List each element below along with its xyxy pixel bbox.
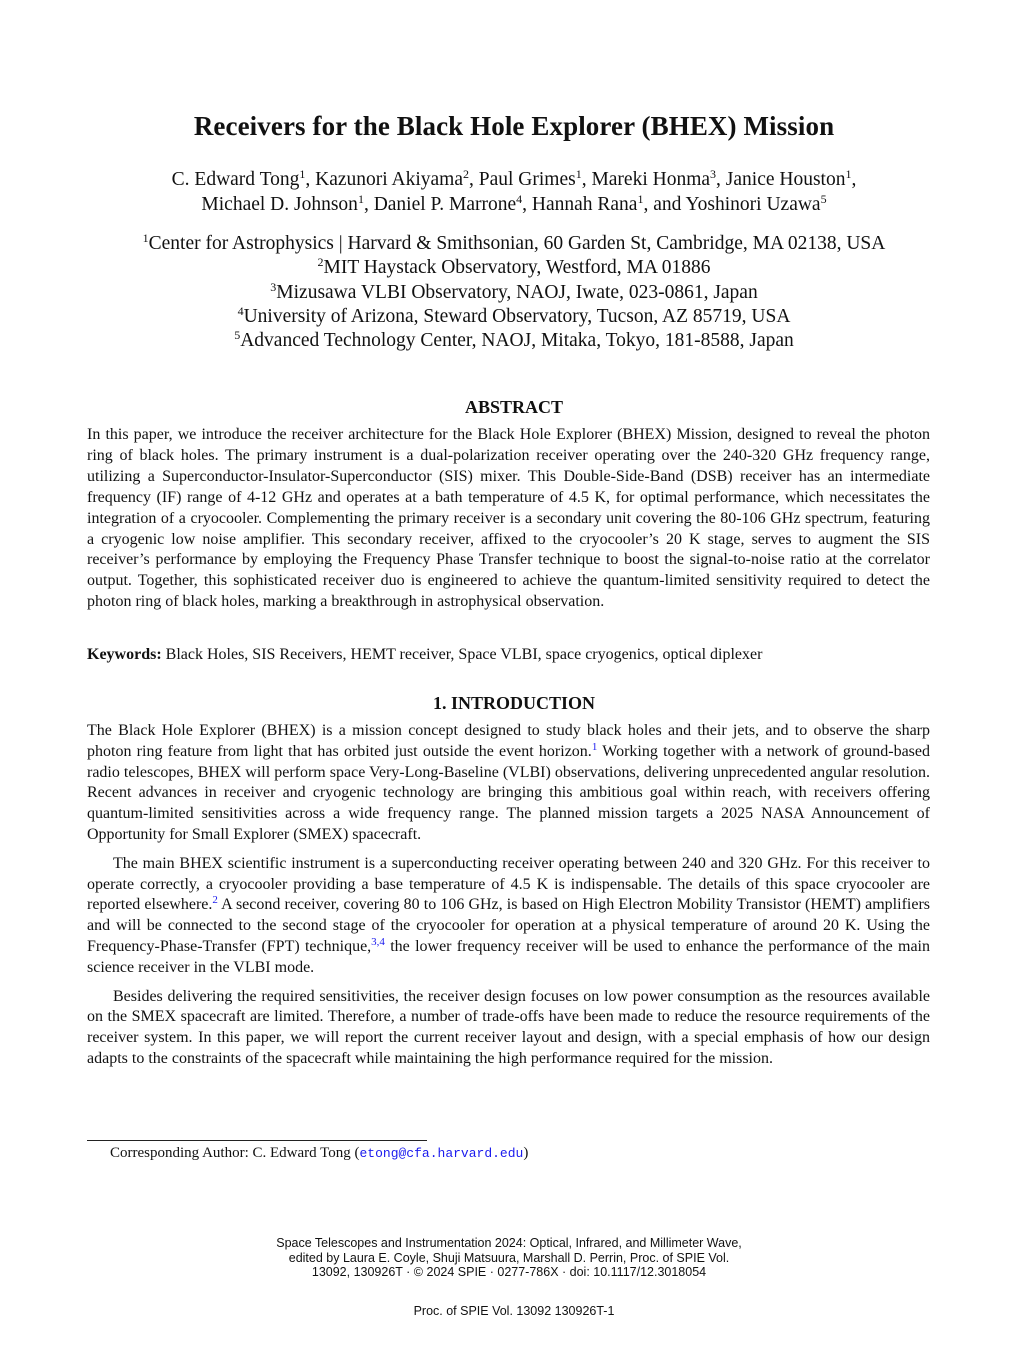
introduction-body	[87, 721, 930, 1078]
author: Paul Grimes$^1$,	[478, 167, 592, 190]
affiliation: $^3$Mizusawa VLBI Observatory, NAOJ, Iwate, 023-0861, Japan	[270, 279, 758, 303]
citation-link[interactable]: 2	[212, 894, 218, 907]
affiliation: $^4$University of Arizona, Steward Observatory, Tucson, AZ 85719, USA	[237, 303, 791, 327]
keywords	[87, 645, 930, 666]
author: Janice Houston$^1$,	[725, 167, 857, 190]
footnote-divider	[87, 1140, 427, 1141]
paragraph: The main BHEX scientific instrument is a superconducting receiver operating between 240 and 320 GHz. For this receiver to operate correctly, a cryocooler providing a base temperature of 4.5 K is indispensable. The details of this space cryocooler are reported elsewhere.$^2$ A second receiver, covering 80 to 106 GHz, is based on High Electron Mobility Transistor (HEMT) amplifiers and will be connected to the second stage of the cryocooler for operation at a physical temperature of around 20 K. Using the Frequency-Phase-Transfer (FPT) technique,$^{3,4}$ the lower frequency receiver will be used to enhance the performance of the main science receiver in the VLBI mode.	[87, 854, 931, 976]
page-number: Proc. of SPIE Vol. 13092 130926T-1	[413, 1304, 615, 1318]
citation-link[interactable]: 3,4	[371, 935, 385, 948]
author: Hannah Rana$^1$, and	[531, 192, 686, 215]
affiliation-list	[60, 232, 968, 353]
author-list	[80, 167, 948, 217]
paragraph: The Black Hole Explorer (BHEX) is a mission concept designed to study black holes and their jets, and to observe the sharp photon ring feature from light that has orbited just outside the event horizon.$^1$ Working together with a network of ground-based radio telescopes, BHEX will perform space Very-Long-Baseline (VLBI) observations, delivering unprecedented angular resolution. Recent advances in receiver and cryogenic technology are bringing this ambitious goal within reach, with receivers offering quantum-limited sensitivities across a wide frequency range. The planned mission targets a 2025 NASA Announcement of Opportunity for Small Explorer (SMEX) spacecraft.	[87, 722, 931, 843]
paragraph: Besides delivering the required sensitivities, the receiver design focuses on low power consumption as the resources available on the SMEX spacecraft are limited. Therefore, a number of trade-offs have been made to reduce the resource requirements of the receiver system. In this paper, we will report the current receiver layout and design, with a special emphasis of how our design adapts to the constraints of the spacecraft while maintaining the high performance required for the mission.	[87, 987, 930, 1067]
author: Yoshinori Uzawa$^5$	[685, 192, 827, 215]
introduction-heading: 1. INTRODUCTION	[432, 693, 596, 713]
paper-title: Receivers for the Black Hole Explorer (BHEX) Mission	[193, 111, 835, 141]
citation-link[interactable]: 1	[591, 740, 598, 753]
author: C. Edward Tong$^1$,	[171, 167, 316, 190]
abstract-heading: ABSTRACT	[464, 397, 564, 417]
email-link[interactable]: etong@cfa.harvard.edu	[359, 1146, 524, 1161]
affiliation: $^5$Advanced Technology Center, NAOJ, Mitaka, Tokyo, 181-8588, Japan	[234, 328, 794, 352]
author: Mareki Honma$^3$,	[591, 167, 726, 190]
keywords-label: Keywords:	[87, 646, 162, 663]
author: Daniel P. Marrone$^4$,	[373, 192, 532, 215]
publication-info: Space Telescopes and Instrumentation 2024: Optical, Infrared, and Millimeter Wave, edited by Laura E. Coyle, Shuji Matsuura, Marshall D. Perrin, Proc. of SPIE Vol. 13092, 130926T · © 2024 SPIE · 0277-786X · doi: 10.1117/12.3018054	[276, 1236, 742, 1279]
keywords-text: Black Holes, SIS Receivers, HEMT receiver, Space VLBI, space cryogenics, optical diplexer	[165, 646, 763, 663]
affiliation: $^1$Center for Astrophysics | Harvard & Smithsonian, 60 Garden St, Cambridge, MA 02138, USA	[142, 231, 886, 254]
affiliation: $^2$MIT Haystack Observatory, Westford, MA 01886	[317, 255, 711, 279]
abstract-text: In this paper, we introduce the receiver architecture for the Black Hole Explorer (BHEX) Mission, designed to reveal the photon ring of black holes. The primary instrument is a dual-polarization receiver operating over the 240-320 GHz frequency range, utilizing a Superconductor-Insulator-Superconductor (SIS) mixer. This Double-Side-Band (DSB) receiver has an intermediate frequency (IF) range of 4-12 GHz and operates at a bath temperature of 4.5 K, for optimal performance, which necessitates the integration of a cryocooler. Complementing the primary receiver is a secondary unit covering the 80-106 GHz spectrum, featuring a cryogenic low noise amplifier. This secondary receiver, affixed to the cryocooler’s 20 K stage, serves to augment the SIS receiver’s performance by employing the Frequency Phase Transfer technique to boost the signal-to-noise ratio at the correlator output. Together, this sophisticated receiver duo is engineered to achieve the quantum-limited sensitivity required to detect the photon ring of black holes, marking a breakthrough in astrophysical observation.	[87, 426, 930, 611]
footnote: Corresponding Author: C. Edward Tong (etong@cfa.harvard.edu)	[110, 1145, 529, 1161]
author: Michael D. Johnson$^1$,	[201, 192, 374, 215]
author: Kazunori Akiyama$^2$,	[315, 167, 479, 190]
